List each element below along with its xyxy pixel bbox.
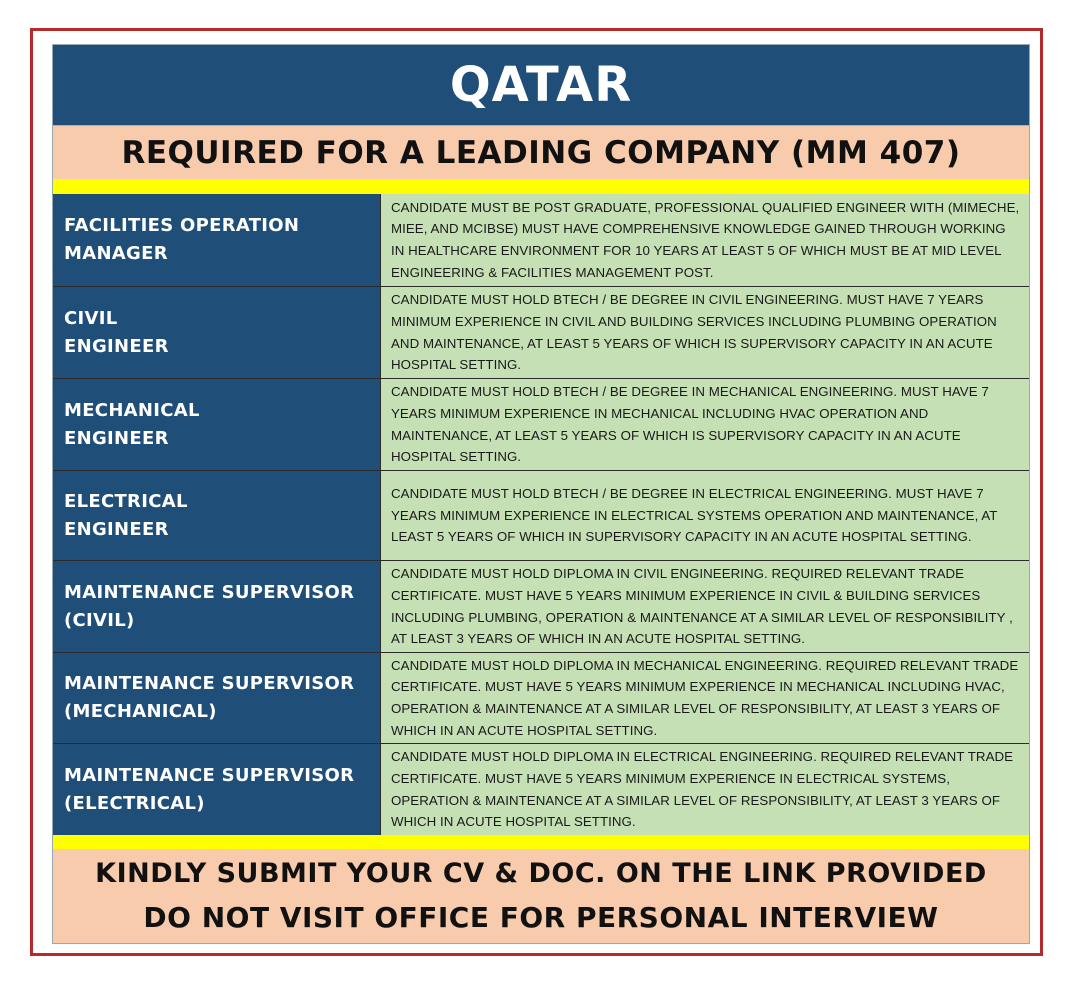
job-title-line: MAINTENANCE SUPERVISOR [64,581,355,603]
job-title [64,212,299,268]
footer-banner [53,849,1029,943]
job-title-cell [53,744,381,835]
footer-no-visit-notice: DO NOT VISIT OFFICE FOR PERSONAL INTERVIEW [143,901,939,934]
job-description-cell [381,561,1029,652]
job-title-line: MANAGER [64,243,168,264]
job-title-cell [53,194,381,286]
job-title [64,397,200,453]
job-title [64,305,169,361]
job-title-line: MECHANICAL [64,399,200,421]
job-title-line: (ELECTRICAL) [64,792,205,814]
job-description-cell [381,471,1029,560]
job-description-cell [381,194,1029,286]
job-title-line: MAINTENANCE SUPERVISOR [64,673,355,694]
job-title-cell [53,471,381,560]
job-description: CANDIDATE MUST HOLD DIPLOMA IN CIVIL ENGINEERING. REQUIRED RELEVANT TRADE CERTIFICATE. MUST HAVE 5 YEARS MINIMUM EXPERIENCE IN CIVIL & BUILDING SERVICES INCLUDING PLUMBING, OPERATION & MAINTENANCE AT A SIMILAR LEVEL OF RESPONSIBILITY , AT LEAST 3 YEARS OF WHICH IN AN ACUTE HOSPITAL SETTING. [391,566,1013,647]
job-title-line: (MECHANICAL) [64,701,217,722]
job-description: CANDIDATE MUST HOLD BTECH / BE DEGREE IN CIVIL ENGINEERING. MUST HAVE 7 YEARS MINIMUM EXPERIENCE IN CIVIL AND BUILDING SERVICES INCLUDING PLUMBING OPERATION AND MAINTENANCE, AT LEAST 5 YEARS OF WHICH IS SUPERVISORY CAPACITY IN AN ACUTE HOSPITAL SETTING. [391,292,997,373]
job-row [53,653,1029,744]
job-title-cell [53,561,381,652]
company-banner [53,125,1029,180]
job-description-cell [381,653,1029,743]
job-title-line: ELECTRICAL [64,490,188,512]
job-description: CANDIDATE MUST HOLD BTECH / BE DEGREE IN MECHANICAL ENGINEERING. MUST HAVE 7 YEARS MINIMUM EXPERIENCE IN MECHANICAL INCLUDING HVAC OPERATION AND MAINTENANCE, AT LEAST 5 YEARS OF WHICH IS SUPERVISORY CAPACITY IN AN ACUTE HOSPITAL SETTING. [391,384,989,465]
job-title [64,670,354,726]
job-description-cell [381,379,1029,470]
job-title-line: ENGINEER [64,427,169,449]
job-title-cell [53,379,381,470]
country-title: QATAR [449,57,633,113]
job-title-line: CIVIL [64,307,118,329]
job-row [53,561,1029,653]
job-title-line: ENGINEER [64,335,169,357]
job-title [64,488,188,544]
job-title-line: (CIVIL) [64,609,135,631]
job-title-line: ENGINEER [64,518,169,540]
job-row [53,744,1029,835]
yellow-divider-bottom [53,835,1029,849]
footer-submit-instruction: KINDLY SUBMIT YOUR CV & DOC. ON THE LINK PROVIDED [95,858,987,889]
job-title-cell [53,287,381,378]
job-title [64,762,354,818]
job-row [53,471,1029,561]
job-row [53,287,1029,379]
job-table [53,194,1029,835]
job-description-cell [381,287,1029,378]
job-row [53,379,1029,471]
job-description-cell [381,744,1029,835]
job-description: CANDIDATE MUST HOLD BTECH / BE DEGREE IN ELECTRICAL ENGINEERING. MUST HAVE 7 YEARS MINIMUM EXPERIENCE IN ELECTRICAL SYSTEMS OPERATION AND MAINTENANCE, AT LEAST 5 YEARS OF WHICH IN SUPERVISORY CAPACITY IN AN ACUTE HOSPITAL SETTING. [391,486,998,545]
yellow-divider-top [53,179,1029,194]
job-description: CANDIDATE MUST HOLD DIPLOMA IN ELECTRICAL ENGINEERING. REQUIRED RELEVANT TRADE CERTIFICATE. MUST HAVE 5 YEARS MINIMUM EXPERIENCE IN ELECTRICAL SYSTEMS, OPERATION & MAINTENANCE AT A SIMILAR LEVEL OF RESPONSIBILITY, AT LEAST 3 YEARS OF WHICH IN ACUTE HOSPITAL SETTING. [391,749,1014,830]
job-row [53,194,1029,287]
job-title-line: MAINTENANCE SUPERVISOR [64,764,355,786]
job-description: CANDIDATE MUST BE POST GRADUATE, PROFESSIONAL QUALIFIED ENGINEER WITH (MIMECHE, MIEE, AND MCIBSE) MUST HAVE COMPREHENSIVE KNOWLEDGE GAINED THROUGH WORKING IN HEALTHCARE ENVIRONMENT FOR 10 YEARS AT LEAST 5 OF WHICH MUST BE AT MID LEVEL ENGINEERING & FACILITIES MANAGEMENT POST. [391,199,1020,280]
company-title: REQUIRED FOR A LEADING COMPANY (MM 407) [121,135,961,171]
job-title-cell [53,653,381,743]
job-description: CANDIDATE MUST HOLD DIPLOMA IN MECHANICAL ENGINEERING. REQUIRED RELEVANT TRADE CERTIFICATE. MUST HAVE 5 YEARS MINIMUM EXPERIENCE IN MECHANICAL INCLUDING HVAC, OPERATION & MAINTENANCE AT A SIMILAR LEVEL OF RESPONSIBILITY, AT LEAST 3 YEARS OF WHICH IN AN ACUTE HOSPITAL SETTING. [391,657,1019,738]
job-title [64,579,354,635]
country-banner [53,45,1029,125]
job-title-line: FACILITIES OPERATION [64,215,300,236]
